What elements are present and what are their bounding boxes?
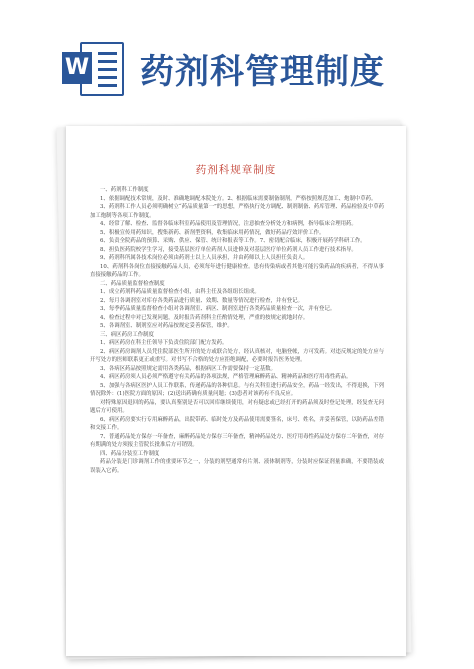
document-paragraph: 9、药剂科所属各技术岗位必须由药剂士以上人员承担，并由药师以上人员担任负责人。 <box>100 255 309 261</box>
document-paragraph: 二、药品质量监督检查制度 <box>100 280 165 287</box>
document-paragraph: 3、各病区药品按照规定需用各类药品，根据病区工作需要保持一定基数。 <box>100 365 276 372</box>
document-body <box>66 186 406 475</box>
document-paragraph: 4、检查过程中对已发现问题，及时报告药剂科主任酌情处理，严重的按规定就地封存。 <box>100 314 309 321</box>
document-paragraph: 药品分装是门诊调剂工作的重要环节之一，分装的剂型通常有片剂、液体制剂等，分装时应保证剂量准确，不要错装或误装入它药。 <box>90 459 384 474</box>
page-title: 药剂科管理制度 <box>140 52 385 92</box>
document-paragraph: 1、依据调配技术常规，及时、准确地调配本院处方。2、根据临床需要制备制剂，严格按照规范加工、炮制中草药。 <box>100 195 377 202</box>
document-paragraph: 8、担负医药院校学生学习，接受基层医疗单位药剂人员进修及对基层医疗单位药剂人员工作进行技术指导。 <box>100 246 357 253</box>
document-paragraph: 7、普通药品处方保存一年备查，麻醉药品处方保存三年备查，精神药品处方、医疗用毒性药品处方保存二年备查，对存有期满的处方须报主管院长批准后方可销毁。 <box>90 433 384 448</box>
document-preview[interactable] <box>66 126 406 656</box>
document-paragraph: 4、经常了解、检查、监督各临床科室药品使用及管理情况，注意抽查分析处方和病例，指导临床合理用药。 <box>100 221 357 227</box>
document-paragraph: 10、药剂科各岗位直接接触药品人员，必须每年进行健康检查。患有传染病或者其他可能污染药品的疾病者，不得从事直接接触药品的工作。 <box>90 263 384 278</box>
document-paragraph: 一、药剂科工作制度 <box>100 187 149 193</box>
document-paragraph: 6、负责全院药品的预算、采购、供应、保管、统计和报表等工作。7、密切配合临床，积极开展药学科研工作。 <box>100 238 366 244</box>
document-paragraph: 3、每季药品质量监督检查小组对各调剂室、病区、制剂室进行各类药品质量检查一次，并有登记。 <box>100 306 336 312</box>
document-paragraph: 对特殊原因退回的药品，要认真鉴别是否可以回库继续使用，对有疑虑或已经打开的药品须及时登记处理，经复查无问题后方可使用。 <box>90 399 384 414</box>
header-banner <box>0 0 474 130</box>
document-paragraph: 5、积极宣传用药知识，搜集新药、新剂型资料，收集临床用药情况，做好药品疗效评价工作。 <box>100 229 325 236</box>
document-paragraph: 5、各调剂室、制剂室应对药品按规定妥善保管，维护。 <box>100 323 233 329</box>
document-paragraph: 4、病区药房须人员必须严格遵守有关药品的各项法规，严格管理麻醉药品、精神药品和医疗用毒性药品。 <box>100 374 352 380</box>
document-paragraph: 2、每月各调剂室对库存各类药品进行质量、效期、数量等情况进行检查，并有登记。 <box>100 297 303 304</box>
document-paragraph: 2、病区药房调剂人员凭住院部医生所开的处方或联合处方，经认真核对，电脑登帐，方可发药。对违反规定的处方应与开写处方的医师联系更正或重写。对书写不合格的处方应拒绝调配，必要时报告医务处理。 <box>90 348 384 363</box>
document-paragraph: 1、病区药房在科主任领导下负责住院部门配方发药。 <box>100 340 228 346</box>
document-paragraph: 6、病区药房要实行专用麻醉药品，出院带药、临时处方及药品使用需要签名，床号、姓名，并妥善保管，以防药品差错和交接工作。 <box>90 416 384 431</box>
document-paragraph: 三、病区药房工作制度 <box>100 331 154 338</box>
word-letter-badge: W <box>62 52 92 84</box>
word-document-icon <box>62 38 122 96</box>
document-paragraph: 3、药剂科工作人员必须明确树立“药品质量第一”的思想，严格执行处方调配、制剂制备、药库管理、药品检验及中草药加工炮制等各项工作制度。 <box>90 204 384 219</box>
document-paragraph: 5、加强与各病区医护人员工作联系，传递药品的各种信息。与有关科室进行药品安全，药品一经发出，不得退换，下列情况除外：(1)医院方面的原因；(2)送出药确有质量问题；(3)患者对该药有不良反应。 <box>90 382 384 397</box>
document-title: 药剂科规章制度 <box>195 164 277 176</box>
document-paragraph: 1、成立药剂科药品质量监督检查小组，由科主任及各组组长组成。 <box>100 289 260 295</box>
document-paragraph: 四、药品分装室工作制度 <box>100 450 160 457</box>
